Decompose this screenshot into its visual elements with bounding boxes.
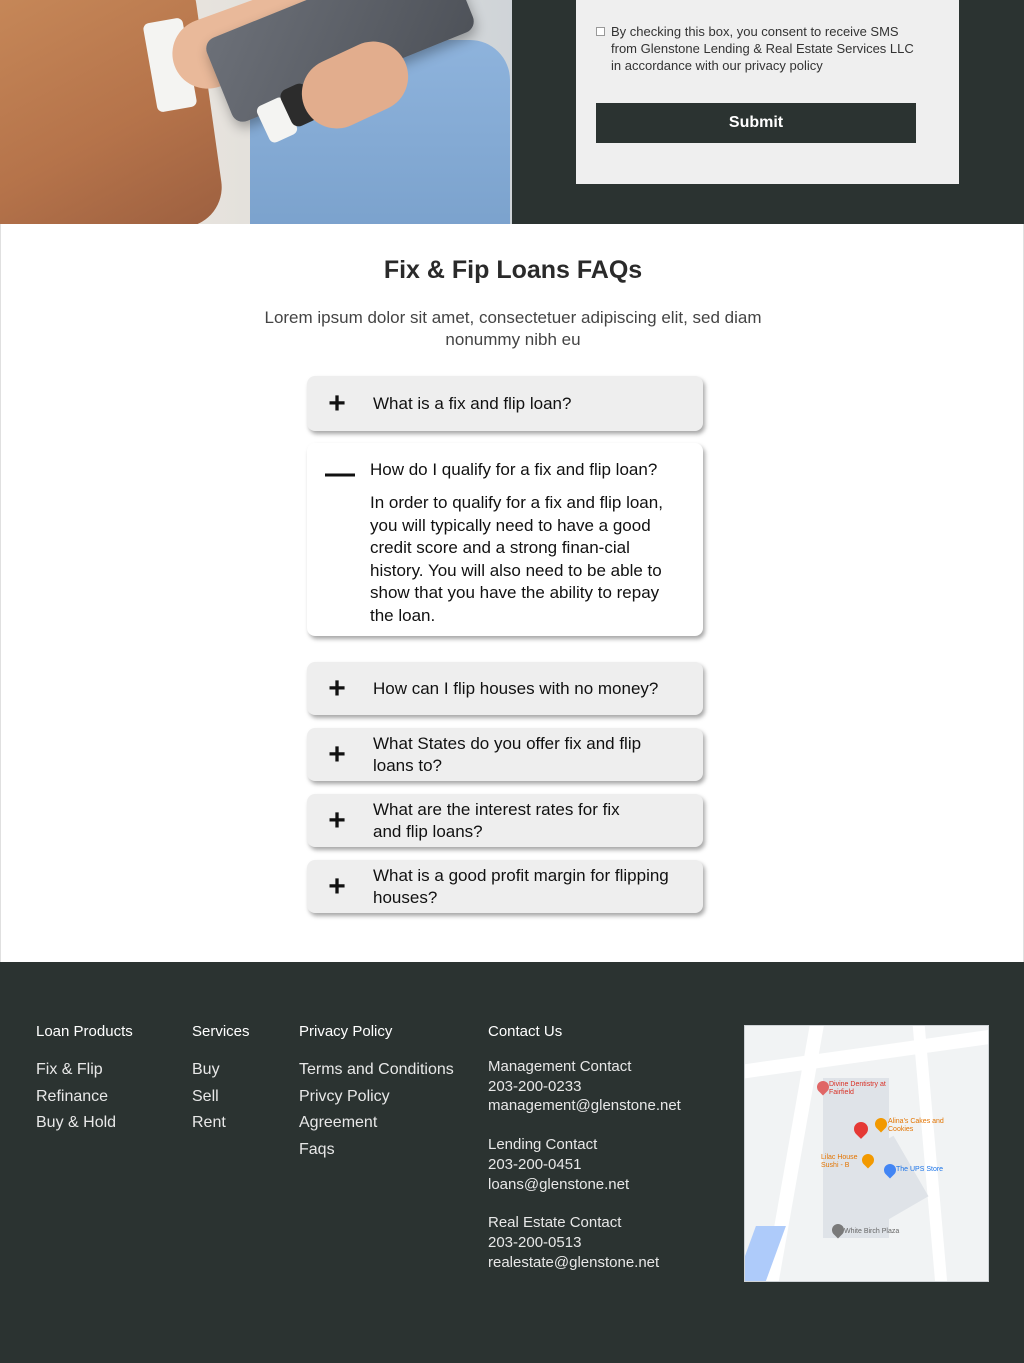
contact-email[interactable]: management@glenstone.net <box>488 1097 681 1115</box>
contact-form <box>576 0 959 184</box>
footer-link-refinance[interactable]: Refinance <box>36 1087 109 1105</box>
footer-heading: Privacy Policy <box>299 1023 393 1040</box>
footer-privacy <box>299 1023 454 1163</box>
hero-section <box>0 0 1024 224</box>
contact-label: Real Estate Contact <box>488 1214 622 1232</box>
plus-icon: + <box>328 671 346 705</box>
footer-link-buy[interactable]: Buy <box>192 1061 220 1078</box>
faq-item[interactable] <box>307 794 703 847</box>
footer-link-rent[interactable]: Rent <box>192 1114 226 1131</box>
sms-consent <box>596 23 926 74</box>
faq-section <box>0 224 1024 962</box>
contact-label: Management Contact <box>488 1058 632 1075</box>
footer-heading: Loan Products <box>36 1023 133 1040</box>
map-label-ups: The UPS Store <box>896 1166 944 1173</box>
footer-link-terms[interactable]: Terms and Conditions <box>299 1061 454 1078</box>
faq-question: What is a fix and flip loan? <box>373 393 572 413</box>
hero-photo <box>0 0 512 224</box>
contact-email[interactable]: loans@glenstone.net <box>488 1175 630 1193</box>
contact-label: Lending Contact <box>488 1136 598 1154</box>
map-label-dentistry: Divine Dentistry at Fairfield <box>829 1081 886 1096</box>
faq-item[interactable] <box>307 662 703 715</box>
faq-answer: In order to qualify for a fix and flip loan, you will typically need to have a good credit score and a strong finan-cial history. You will also need to be able to show that you have the ability to repay the loan. <box>370 493 663 625</box>
plus-icon: + <box>328 803 346 837</box>
faq-item-expanded[interactable] <box>307 443 703 636</box>
footer-services <box>192 1023 250 1137</box>
plus-icon: + <box>328 869 346 903</box>
footer-link-buy-hold[interactable]: Buy & Hold <box>36 1114 117 1131</box>
faq-question: What is a good profit margin for flipping houses? <box>373 865 669 907</box>
plus-icon: + <box>328 737 346 771</box>
footer-link-faqs[interactable]: Faqs <box>299 1140 335 1158</box>
sms-consent-checkbox[interactable] <box>596 27 605 36</box>
privacy-policy-link[interactable]: privacy policy <box>744 58 823 73</box>
footer-link-privacy-policy[interactable]: Privcy Policy <box>299 1087 390 1105</box>
map-label-lilac: Lilac House Sushi - B <box>821 1154 858 1169</box>
contact-phone[interactable]: 203-200-0451 <box>488 1155 582 1173</box>
footer-heading: Services <box>192 1023 250 1040</box>
faq-question: How do I qualify for a fix and flip loan? <box>370 460 658 479</box>
footer-contact <box>488 1023 681 1291</box>
submit-button[interactable]: Submit <box>596 103 916 143</box>
contact-group <box>488 1057 681 1116</box>
map-label-cakes: Alina's Cakes and Cookies <box>888 1118 944 1133</box>
faq-question: What States do you offer fix and flip loans to? <box>373 733 642 775</box>
footer-heading: Contact Us <box>488 1023 563 1040</box>
map-label-plaza: White Birch Plaza <box>844 1228 900 1235</box>
footer <box>0 962 1024 1363</box>
faq-item[interactable] <box>307 860 703 913</box>
faq-question: What are the interest rates for fix and flip loans? <box>373 799 620 841</box>
contact-group <box>488 1135 681 1194</box>
location-map[interactable] <box>744 1025 989 1282</box>
sms-consent-text: By checking this box, you consent to receive SMS from Glenstone Lending & Real Estate Services LLC in accordance with our privacy policy <box>611 24 914 73</box>
faq-item[interactable] <box>307 728 703 781</box>
contact-phone[interactable]: 203-200-0233 <box>488 1077 582 1095</box>
faq-subtitle: Lorem ipsum dolor sit amet, consectetuer adipiscing elit, sed diam nonummy nibh eu <box>264 308 762 349</box>
footer-loan-products <box>36 1023 133 1137</box>
faq-item[interactable] <box>307 376 703 431</box>
footer-link-agreement[interactable]: Agreement <box>299 1114 378 1131</box>
footer-link-sell[interactable]: Sell <box>192 1087 219 1105</box>
faq-question: How can I flip houses with no money? <box>373 678 659 698</box>
plus-icon: + <box>328 386 346 420</box>
contact-group <box>488 1213 681 1272</box>
faq-title: Fix & Fip Loans FAQs <box>383 256 643 284</box>
contact-phone[interactable]: 203-200-0513 <box>488 1233 582 1251</box>
footer-link-fix-flip[interactable]: Fix & Flip <box>36 1061 103 1078</box>
minus-icon: — <box>325 457 355 490</box>
contact-email[interactable]: realestate@glenstone.net <box>488 1253 660 1271</box>
